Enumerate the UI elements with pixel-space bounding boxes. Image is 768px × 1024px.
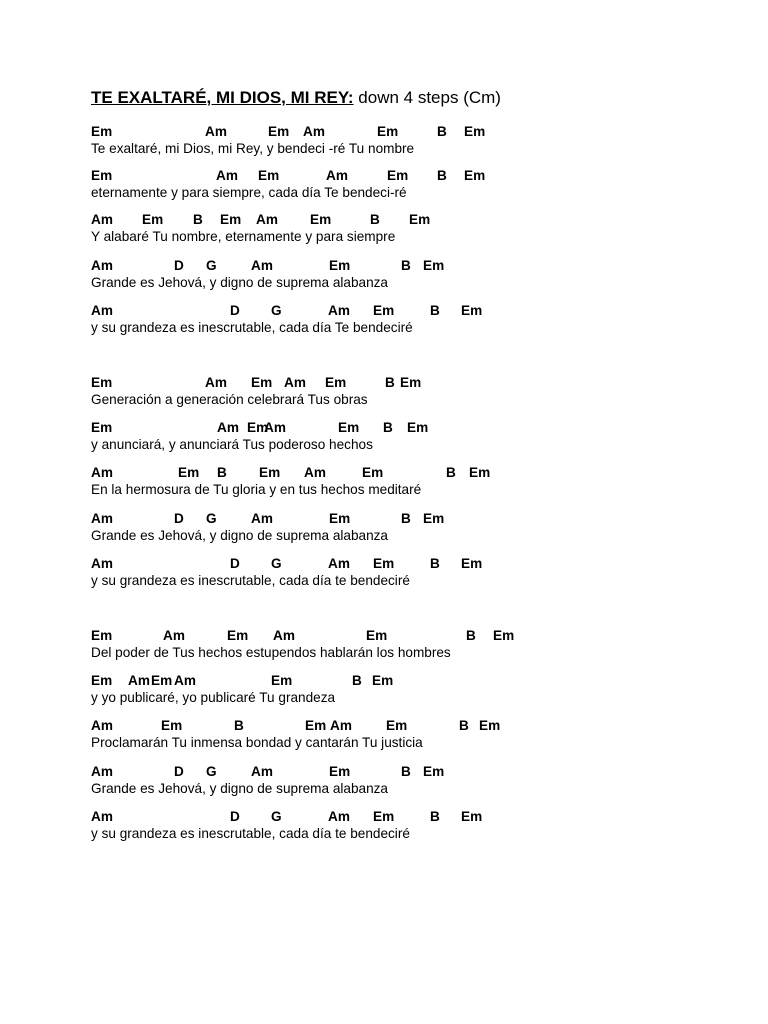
chord: Em (220, 212, 242, 227)
chord: B (430, 809, 440, 824)
chord: G (271, 556, 282, 571)
chord: Em (142, 212, 164, 227)
song-title-line (91, 88, 501, 108)
lyric-line: Y alabaré Tu nombre, eternamente y para siempre (91, 229, 396, 244)
chord: B (352, 673, 362, 688)
lyric-line: Proclamarán Tu inmensa bondad y cantarán Tu justicia (91, 735, 423, 750)
chord: Em (91, 628, 113, 643)
chord: Em (329, 258, 351, 273)
chord: G (271, 809, 282, 824)
chord: Am (217, 420, 239, 435)
chord: D (174, 511, 184, 526)
chord: B (383, 420, 393, 435)
chord: Am (91, 465, 113, 480)
chord: Em (338, 420, 360, 435)
chord: Am (91, 809, 113, 824)
chord: Em (91, 420, 113, 435)
song-title: TE EXALTARÉ, MI DIOS, MI REY: (91, 88, 354, 107)
chord: Am (216, 168, 238, 183)
chord: Em (362, 465, 384, 480)
chord: B (446, 465, 456, 480)
lyric-line: Generación a generación celebrará Tus obras (91, 392, 368, 407)
chord: Am (91, 764, 113, 779)
chord: Em (329, 764, 351, 779)
chord: B (430, 556, 440, 571)
chord: Em (310, 212, 332, 227)
lyric-line: Del poder de Tus hechos estupendos hablarán los hombres (91, 645, 451, 660)
chord: Em (423, 511, 445, 526)
chord: Em (91, 168, 113, 183)
chord: B (459, 718, 469, 733)
chord-line (91, 673, 768, 689)
chord: Am (328, 303, 350, 318)
chord: Em (247, 420, 269, 435)
chord: D (174, 258, 184, 273)
chord: D (230, 303, 240, 318)
chord: Em (461, 556, 483, 571)
chord-line (91, 168, 768, 184)
chord-line (91, 420, 768, 436)
chord: Am (304, 465, 326, 480)
chord: B (370, 212, 380, 227)
chord: Am (91, 511, 113, 526)
chord: Am (330, 718, 352, 733)
chord-line (91, 303, 768, 319)
lyric-line: y su grandeza es inescrutable, cada día te bendeciré (91, 573, 410, 588)
chord: B (401, 511, 411, 526)
chord: Em (423, 764, 445, 779)
chord: Am (251, 764, 273, 779)
chord: Em (409, 212, 431, 227)
chord: Em (373, 809, 395, 824)
lyric-line: y yo publicaré, yo publicaré Tu grandeza (91, 690, 336, 705)
chord: Em (387, 168, 409, 183)
lyric-line: y anunciará, y anunciará Tus poderoso hechos (91, 437, 373, 452)
chord: Em (377, 124, 399, 139)
chord: Em (227, 628, 249, 643)
chord: Am (328, 809, 350, 824)
chord: Am (205, 375, 227, 390)
chord: Am (303, 124, 325, 139)
chord: Em (400, 375, 422, 390)
chord: G (271, 303, 282, 318)
chord-line (91, 764, 768, 780)
lyric-line: eternamente y para siempre, cada día Te bendeci-ré (91, 185, 407, 200)
chord: Em (271, 673, 293, 688)
chord: Am (264, 420, 286, 435)
chord: Am (251, 258, 273, 273)
chord-line (91, 718, 768, 734)
chord: B (430, 303, 440, 318)
chord: Em (161, 718, 183, 733)
chord: Am (284, 375, 306, 390)
chord: Em (259, 465, 281, 480)
chord: Em (469, 465, 491, 480)
chord: Am (251, 511, 273, 526)
chord: B (234, 718, 244, 733)
chord: Em (268, 124, 290, 139)
chord-line (91, 212, 768, 228)
chord: B (466, 628, 476, 643)
chord: Em (372, 673, 394, 688)
chord: B (437, 168, 447, 183)
chord: Am (128, 673, 150, 688)
chord: G (206, 511, 217, 526)
chord: Em (479, 718, 501, 733)
chord-line (91, 556, 768, 572)
chord-line (91, 628, 768, 644)
chord: Em (407, 420, 429, 435)
chord: B (217, 465, 227, 480)
chord: G (206, 258, 217, 273)
chord: D (174, 764, 184, 779)
chord: Em (386, 718, 408, 733)
lyric-line: En la hermosura de Tu gloria y en tus hechos meditaré (91, 482, 422, 497)
chord: Em (91, 124, 113, 139)
chord: Em (305, 718, 327, 733)
chord: D (230, 809, 240, 824)
chord: Am (163, 628, 185, 643)
lyric-line: Grande es Jehová, y digno de suprema alabanza (91, 781, 388, 796)
chord: Am (91, 258, 113, 273)
chord: Em (464, 168, 486, 183)
chord-line (91, 809, 768, 825)
chord: Em (373, 556, 395, 571)
chord: Em (373, 303, 395, 318)
chord-line (91, 258, 768, 274)
chord: B (385, 375, 395, 390)
chord: Em (258, 168, 280, 183)
chord-line (91, 124, 768, 140)
chord: Am (273, 628, 295, 643)
chord: Am (91, 303, 113, 318)
chord: B (401, 764, 411, 779)
chord: D (230, 556, 240, 571)
transpose-note: down 4 steps (Cm) (358, 88, 501, 107)
chord: Em (91, 375, 113, 390)
chord: Am (328, 556, 350, 571)
chord: Am (91, 212, 113, 227)
chord: Am (91, 556, 113, 571)
lyric-line: Te exaltaré, mi Dios, mi Rey, y bendeci -ré Tu nombre (91, 141, 415, 156)
lyric-line: y su grandeza es inescrutable, cada día Te bendeciré (91, 320, 413, 335)
chord: B (437, 124, 447, 139)
chord: Em (251, 375, 273, 390)
chord: Em (493, 628, 515, 643)
chord: Em (325, 375, 347, 390)
chord: Em (423, 258, 445, 273)
chord: B (401, 258, 411, 273)
chord: Am (91, 718, 113, 733)
chord: Am (174, 673, 196, 688)
chord: Em (461, 809, 483, 824)
chord: Em (461, 303, 483, 318)
chord-line (91, 375, 768, 391)
chord: Am (256, 212, 278, 227)
chord: Am (326, 168, 348, 183)
chord: Em (329, 511, 351, 526)
chord: Em (464, 124, 486, 139)
chord: G (206, 764, 217, 779)
lyric-line: Grande es Jehová, y digno de suprema alabanza (91, 275, 388, 290)
lyric-line: y su grandeza es inescrutable, cada día te bendeciré (91, 826, 410, 841)
chord: Em (91, 673, 113, 688)
lyric-line: Grande es Jehová, y digno de suprema alabanza (91, 528, 388, 543)
chord: Em (151, 673, 173, 688)
chord: Em (366, 628, 388, 643)
chord-line (91, 465, 768, 481)
chord: Am (205, 124, 227, 139)
chord: Em (178, 465, 200, 480)
chord: B (193, 212, 203, 227)
chord-line (91, 511, 768, 527)
